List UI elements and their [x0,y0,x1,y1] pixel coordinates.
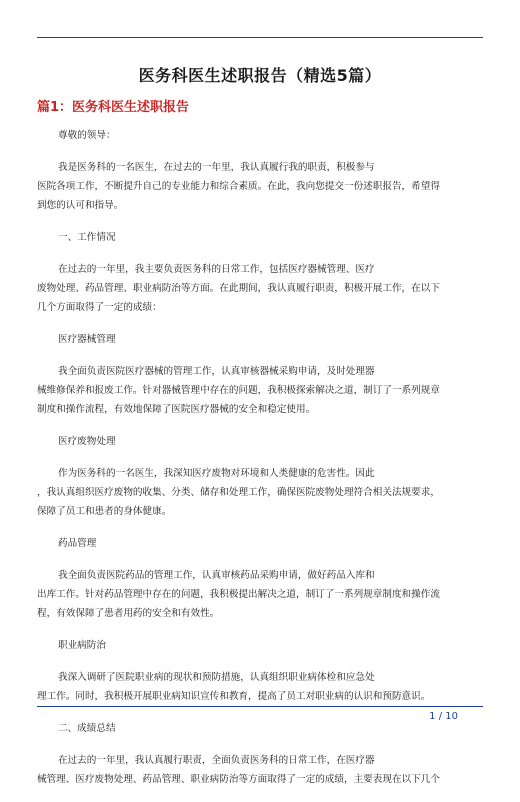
text-line: 药品管理 [58,538,97,549]
text-line: 我是医务科的一名医生，在过去的一年里，我认真履行我的职责，积极参与 [58,162,375,173]
text-line: 作为医务科的一名医生，我深知医疗废物对环境和人类健康的危害性。因此 [58,468,375,479]
document-body [37,126,483,802]
paragraph [37,751,483,789]
page-number: 1 / 10 [429,711,458,722]
text-line: 在过去的一年里，我认真履行职责，全面负责医务科的日常工作，在医疗器 [58,755,375,766]
paragraph [37,362,483,419]
text-line: 我全面负责医院药品的管理工作，认真审核药品采购申请，做好药品入库和 [58,570,375,581]
paragraph [37,534,483,553]
paragraph [37,566,483,623]
paragraph [37,228,483,247]
paragraph [37,636,483,655]
text-line: 一、工作情况 [58,232,116,243]
text-line: 医疗器械管理 [58,334,116,345]
text-line: 械维修保养和报废工作。针对器械管理中存在的问题，我积极探索解决之道，制订了一系列规章 [37,385,440,396]
paragraph [37,719,483,738]
header-rule [37,37,483,38]
paragraph [37,668,483,706]
text-line: 职业病防治 [58,640,106,651]
text-line: 医院各项工作，不断提升自己的专业能力和综合素质。在此，我向您提交一份述职报告，希望得 [37,181,440,192]
text-line: 医疗废物处理 [58,436,116,447]
paragraph [37,260,483,317]
paragraph [37,158,483,215]
paragraph [37,126,483,145]
paragraph [37,464,483,521]
text-line: 在过去的一年里，我主要负责医务科的日常工作，包括医疗器械管理、医疗 [58,264,375,275]
text-line: 尊敬的领导： [58,130,116,141]
text-line: 几个方面取得了一定的成绩： [37,302,162,313]
paragraph [37,432,483,451]
document-title: 医务科医生述职报告（精选5篇） [138,66,382,85]
text-line: 理工作。同时，我积极开展职业病知识宣传和教育，提高了员工对职业病的认识和预防意识。 [37,691,431,702]
paragraph [37,330,483,349]
text-line: 我深入调研了医院职业病的现状和预防措施，认真组织职业病体检和应急处 [58,672,375,683]
text-line: 制度和操作流程，有效地保障了医院医疗器械的安全和稳定使用。 [37,404,316,415]
text-line: 械管理、医疗废物处理、药品管理、职业病防治等方面取得了一定的成绩，主要表现在以下几个 [37,774,440,785]
text-line: 保障了员工和患者的身体健康。 [37,506,172,517]
text-line: 二、成绩总结 [58,723,116,734]
text-line: 出库工作。针对药品管理中存在的问题，我积极提出解决之道，制订了一系列规章制度和操作流 [37,589,440,600]
section-heading: 篇1：医务科医生述职报告 [37,100,190,115]
text-line: ，我认真组织医疗废物的收集、分类、储存和处理工作，确保医院废物处理符合相关法规要求， [37,487,440,498]
text-line: 到您的认可和指导。 [37,200,124,211]
footer-rule [37,706,483,707]
text-line: 我全面负责医院医疗器械的管理工作，认真审核器械采购申请，及时处理器 [58,366,375,377]
text-line: 废物处理、药品管理、职业病防治等方面。在此期间，我认真履行职责，积极开展工作，在以下 [37,283,440,294]
text-line: 程，有效保障了患者用药的安全和有效性。 [37,608,220,619]
